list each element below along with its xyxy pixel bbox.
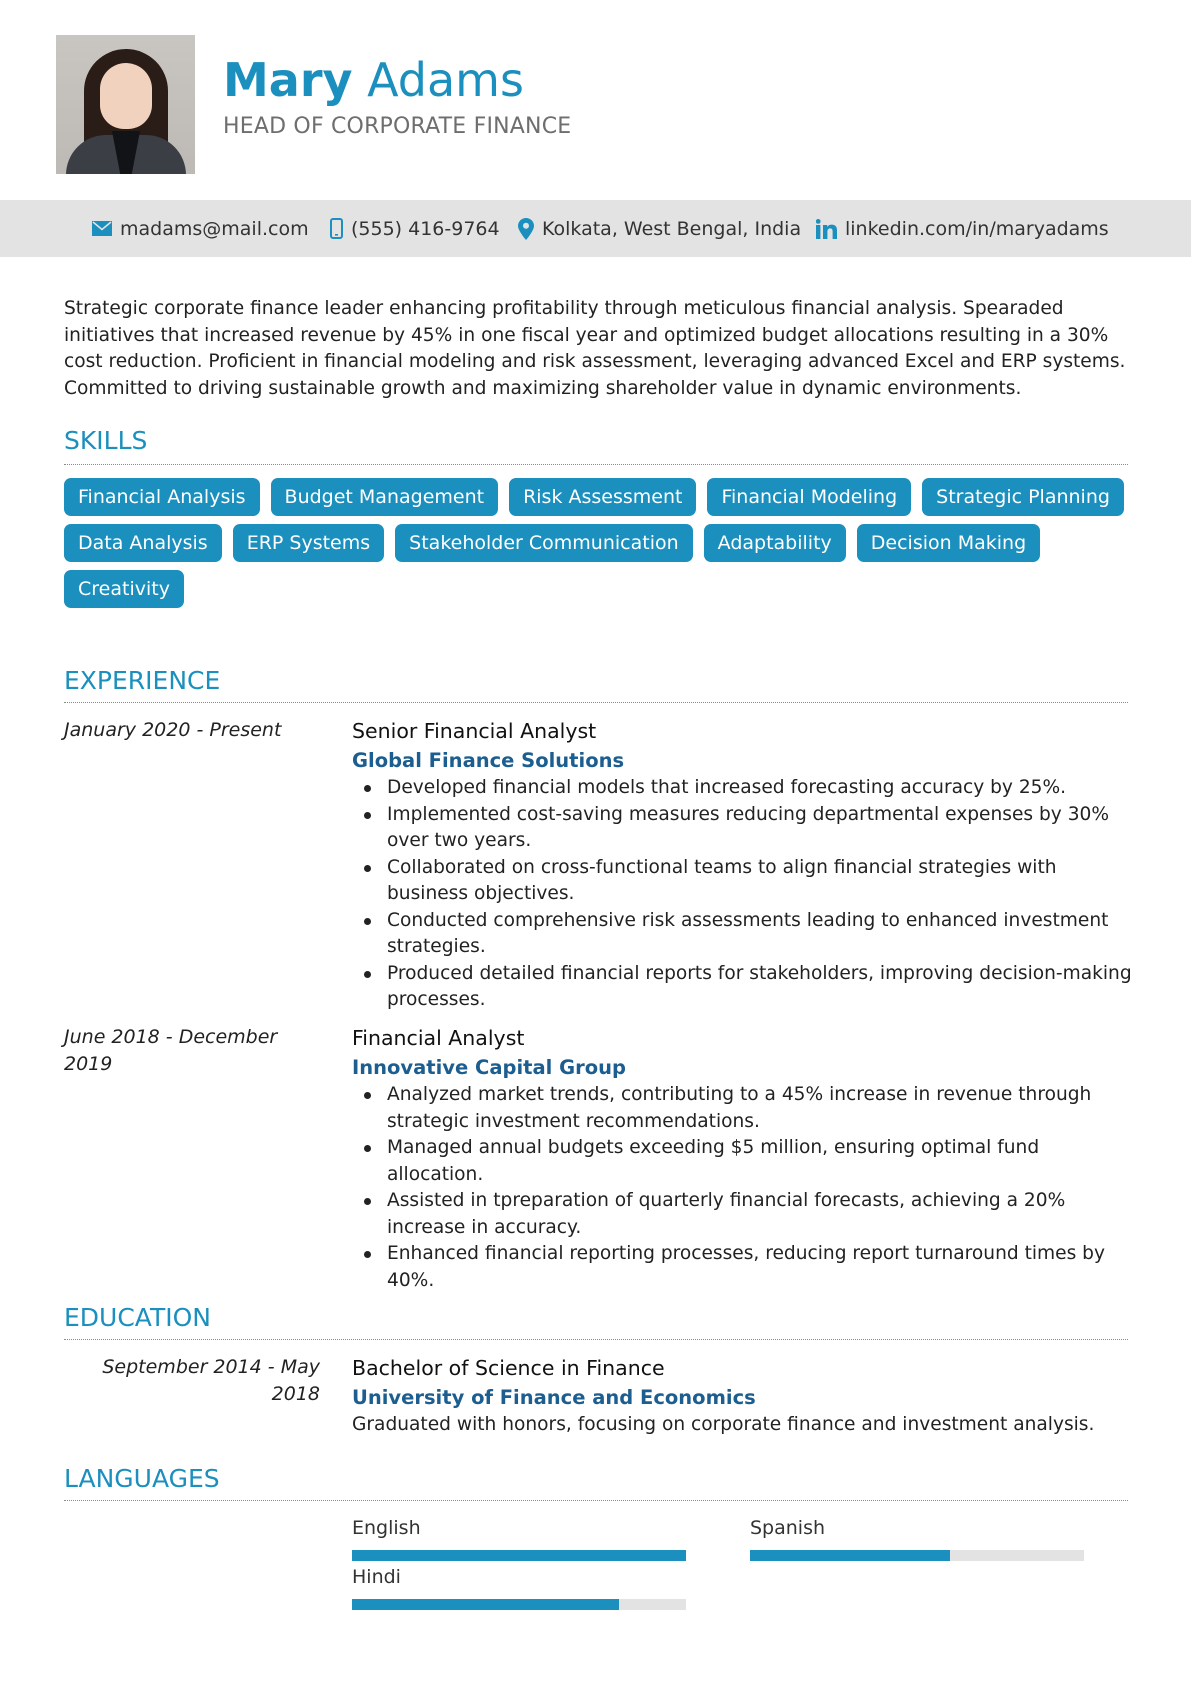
- skill-tag: Decision Making: [857, 524, 1040, 562]
- entry-organization: Global Finance Solutions: [352, 749, 625, 772]
- entry-date: January 2020 - Present: [64, 719, 282, 741]
- language-level-bar: [750, 1550, 1084, 1561]
- entry-bullets: [352, 775, 1132, 1014]
- language-name: English: [352, 1517, 421, 1539]
- language-item: [352, 1514, 686, 1561]
- section-divider: [64, 702, 1128, 703]
- section-divider: [64, 1500, 1128, 1501]
- contact-email[interactable]: [92, 200, 309, 257]
- entry-school: University of Finance and Economics: [352, 1386, 756, 1409]
- entry-organization: Innovative Capital Group: [352, 1056, 626, 1079]
- entry-description: Graduated with honors, focusing on corporate finance and investment analysis.: [352, 1414, 1095, 1435]
- bullet-item: Developed financial models that increased forecasting accuracy by 25%.: [352, 775, 1132, 802]
- contact-phone[interactable]: [330, 200, 500, 257]
- language-name: Hindi: [352, 1566, 401, 1588]
- phone-text: (555) 416-9764: [351, 217, 500, 240]
- language-level-bar: [352, 1599, 686, 1610]
- linkedin-icon: [816, 219, 837, 239]
- language-level-bar: [352, 1550, 686, 1561]
- entry-role: Financial Analyst: [352, 1026, 525, 1050]
- last-name: Adams: [367, 53, 524, 107]
- section-divider: [64, 1339, 1128, 1340]
- first-name: Mary: [223, 53, 353, 107]
- contact-location: [518, 200, 801, 257]
- contact-linkedin[interactable]: [816, 200, 1109, 257]
- languages-heading: LANGUAGES: [64, 1464, 220, 1493]
- bullet-item: Conducted comprehensive risk assessments leading to enhanced investment strategies.: [352, 908, 1132, 961]
- linkedin-text: linkedin.com/in/maryadams: [845, 217, 1109, 240]
- skill-tag: ERP Systems: [233, 524, 384, 562]
- skill-tag: Risk Assessment: [509, 478, 696, 516]
- bullet-item: Produced detailed financial reports for stakeholders, improving decision-making processes.: [352, 961, 1132, 1014]
- skills-heading: SKILLS: [64, 426, 148, 455]
- entry-date: September 2014 - May 2018: [102, 1356, 320, 1405]
- language-item: [352, 1563, 686, 1610]
- skill-tag: Financial Modeling: [707, 478, 911, 516]
- skill-tag: Strategic Planning: [922, 478, 1124, 516]
- entry-degree: Bachelor of Science in Finance: [352, 1356, 665, 1380]
- skill-tag: Budget Management: [271, 478, 499, 516]
- bullet-item: Assisted in tpreparation of quarterly financial forecasts, achieving a 20% increase in accuracy.: [352, 1188, 1132, 1241]
- bullet-item: Implemented cost-saving measures reducing departmental expenses by 30% over two years.: [352, 802, 1132, 855]
- phone-icon: [330, 218, 343, 239]
- skill-tag: Stakeholder Communication: [395, 524, 692, 562]
- skills-list: [64, 478, 1132, 616]
- job-title: HEAD OF CORPORATE FINANCE: [223, 114, 572, 139]
- section-divider: [64, 464, 1128, 465]
- email-text: madams@mail.com: [120, 217, 309, 240]
- bullet-item: Enhanced financial reporting processes, reducing report turnaround times by 40%.: [352, 1241, 1132, 1294]
- contact-bar: [0, 200, 1191, 257]
- entry-date: June 2018 - December 2019: [64, 1026, 278, 1075]
- bullet-item: Managed annual budgets exceeding $5 million, ensuring optimal fund allocation.: [352, 1135, 1132, 1188]
- bullet-item: Analyzed market trends, contributing to a 45% increase in revenue through strategic investment recommendations.: [352, 1082, 1132, 1135]
- language-item: [750, 1514, 1084, 1561]
- envelope-icon: [92, 221, 112, 236]
- entry-role: Senior Financial Analyst: [352, 719, 597, 743]
- summary-paragraph: Strategic corporate finance leader enhancing profitability through meticulous financial analysis. Spearaded initiatives that increased revenue by 45% in one fiscal year and optimized budget allocations resulting in a 30% cost reduction. Proficient in financial modeling and risk assessment, leveraging advanced Excel and ERP systems. Committed to driving sustainable growth and maximizing shareholder value in dynamic environments.: [64, 298, 1126, 399]
- entry-bullets: [352, 1082, 1132, 1294]
- education-heading: EDUCATION: [64, 1303, 211, 1332]
- skill-tag: Creativity: [64, 570, 184, 608]
- candidate-name: [223, 50, 524, 110]
- location-text: Kolkata, West Bengal, India: [542, 217, 802, 240]
- skill-tag: Adaptability: [704, 524, 846, 562]
- experience-heading: EXPERIENCE: [64, 666, 221, 695]
- bullet-item: Collaborated on cross-functional teams to align financial strategies with business objectives.: [352, 855, 1132, 908]
- language-name: Spanish: [750, 1517, 826, 1539]
- resume-header: [0, 0, 1191, 200]
- profile-photo: [56, 35, 195, 174]
- skill-tag: Financial Analysis: [64, 478, 260, 516]
- skill-tag: Data Analysis: [64, 524, 222, 562]
- map-pin-icon: [518, 218, 534, 240]
